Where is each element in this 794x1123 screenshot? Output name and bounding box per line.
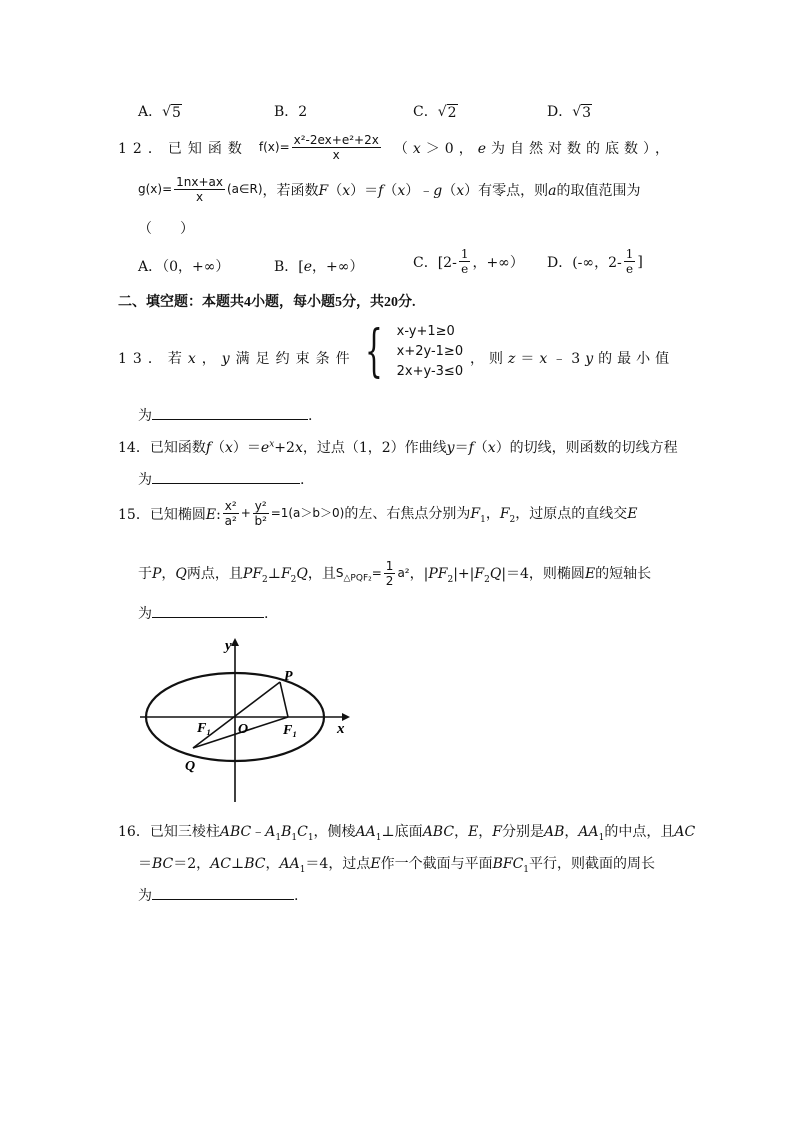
q12-option-a: A．（0，+∞） [138,259,230,275]
y-axis-arrow-icon [231,638,239,646]
q12-line1: 12．已知函数 f(x)= $\frac{\text{x²-2ex+e²+2x}}{x}$ （x＞0，e为自然对数的底数）， [118,133,674,162]
ellipse-figure [130,630,360,810]
label-q: Q [185,759,196,774]
q12-paren: （ ） [138,221,194,237]
line-pf2 [280,682,288,717]
label-x: x [337,721,345,737]
brace-icon: { [365,319,383,384]
section2-heading: 二、填空题：本题共4小题，每小题5分，共20分. [118,295,416,310]
q12-line2: g(x)= $\frac{1nx+ax}{x}$ (a∈R) ，若函数F（x）＝f（x）﹣g（x）有零点，则a的取值范围为 [138,175,641,204]
q14-answer-line: 为 . [138,469,304,489]
q11-option-a: A． √ 5 [138,104,181,121]
q11-option-d: D． √ 3 [547,104,592,121]
q11-option-b: B．2 [274,104,308,120]
constraint-1: x-y+1≥0 [396,324,455,339]
label-f2: F₁ [283,723,298,738]
label-o: O [238,722,249,737]
label-f1: F₁ [197,721,212,736]
label-p: P [284,669,293,684]
constraint-3: 2x+y-3≤0 [396,364,464,379]
line-qp [193,682,280,748]
q13-answer-line: 为 . [138,405,312,425]
q13-constraints [365,319,464,384]
q11-option-c: C． √ 2 [413,104,457,121]
q16-answer-line: 为 . [138,885,298,905]
x-axis-arrow-icon [342,713,350,721]
q15-line2: 于P，Q两点，且$PF_2\perp F_2Q$，且 $S_{\triangle PQF_2}=$ $\frac{1}{2}$ a² ，$|PF_2|+|F_2Q|=4$，则椭圆E的短轴长 [138,559,652,588]
q14-line1: 14．已知函数$f(x)=e^x+2x$，过点（1，2）作曲线y＝f（x）的切线，则函数的切线方程 [118,439,678,456]
q13-lead: 13．若x，y满足约束条件 [118,351,356,367]
constraint-2: x+2y-1≥0 [396,344,464,359]
q16-line2: ＝BC＝2，AC⊥BC，$AA_1=4$，过点E作一个截面与平面$BFC_1$平行，则截面的周长 [138,856,656,875]
q15-answer-line: 为 . [138,603,268,623]
q16-line1: 16．已知三棱柱$ABC﹣A_1B_1C_1$，侧棱$AA_1\perp$底面ABC，E，F分别是AB，$AA_1$的中点，且AC [118,824,696,843]
label-y: y [225,638,232,654]
q12-option-c: C．[2- $\frac{1}{e}$ ，+∞） [413,247,524,276]
q15-line1: 15．已知椭圆E: $\frac{\text{x²}}{\text{a²}}$ + $\frac{\text{y²}}{\text{b²}}$ =1(a＞b＞0) 的左、右焦点分别为$F_1$，$F_2$，过原点的直线交E [118,499,638,528]
q12-option-d: D．(-∞，2- $\frac{1}{e}$ ] [547,247,643,276]
q12-option-b: B．[e，+∞） [274,259,364,275]
q13-tail: ，则z＝x﹣3y的最小值 [470,351,675,367]
